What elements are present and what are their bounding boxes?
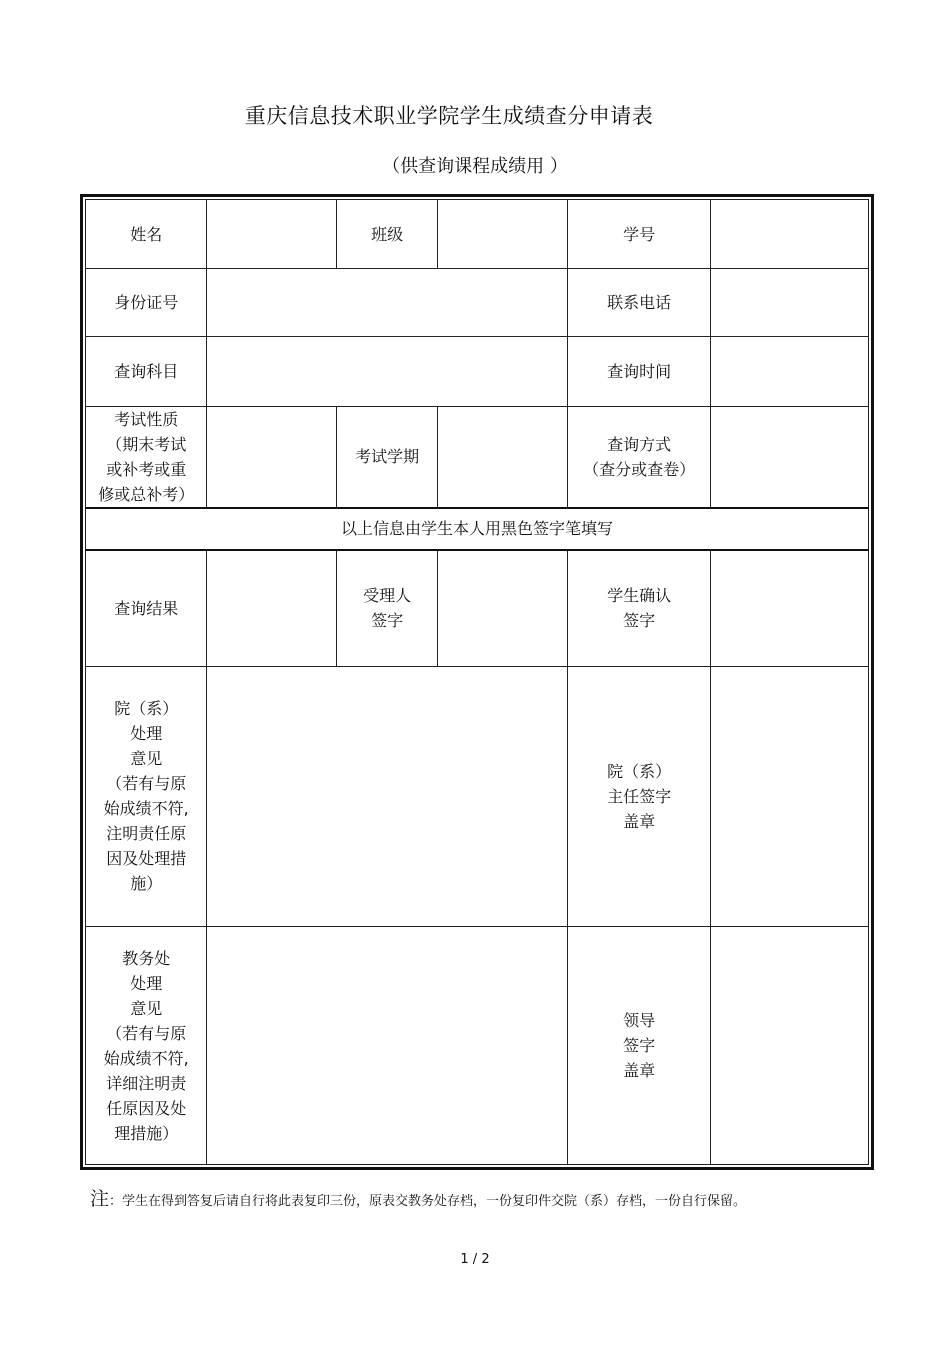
class-label: 班级 [336,200,437,269]
class-field[interactable] [438,200,567,269]
exam-type-label: 考试性质 （期末考试 或补考或重 修或总补考） [86,406,207,508]
leader-sign-field[interactable] [711,927,869,1165]
student-id-field[interactable] [711,200,869,269]
page-subtitle: （供查询课程成绩用 ） [382,156,568,177]
phone-field[interactable] [711,269,869,337]
dept-opinion-field[interactable] [207,666,567,927]
query-method-label: 查询方式 （查分或查卷） [567,406,711,508]
form-row-exam [86,406,869,508]
dept-opinion-label: 院（系） 处理 意见 （若有与原 始成绩不符, 注明责任原 因及处理措 施） [86,666,207,927]
dept-sign-label: 院（系） 主任签字 盖章 [567,666,711,927]
footnote-text: ：学生在得到答复后请自行将此表复印三份，原表交教务处存档，一份复印件交院（系）存档，一份自行保留。 [109,1194,747,1209]
office-opinion-field[interactable] [207,927,567,1165]
name-label: 姓名 [86,200,207,269]
student-confirm-label: 学生确认 签字 [567,550,711,666]
id-card-label: 身份证号 [86,269,207,337]
phone-label: 联系电话 [567,269,711,337]
subject-field[interactable] [207,337,567,406]
form-row-office [86,927,869,1165]
student-confirm-field[interactable] [711,550,869,666]
footnote [90,1182,800,1219]
form-row-identity [86,269,869,337]
page-title: 重庆信息技术职业学院学生成绩查分申请表 [244,104,654,128]
form-row-result [86,550,869,666]
fill-notice: 以上信息由学生本人用黑色签字笔填写 [86,508,869,550]
query-time-field[interactable] [711,337,869,406]
exam-term-field[interactable] [438,406,567,508]
result-field[interactable] [207,550,336,666]
footnote-mark: 注 [90,1188,110,1210]
handler-sign-field[interactable] [438,550,567,666]
handler-sign-label: 受理人 签字 [336,550,437,666]
exam-term-label: 考试学期 [336,406,437,508]
query-method-field[interactable] [711,406,869,508]
form-row-dept [86,666,869,927]
office-opinion-label: 教务处 处理 意见 （若有与原 始成绩不符, 详细注明责 任原因及处 理措施） [86,927,207,1165]
subject-label: 查询科目 [86,337,207,406]
student-id-label: 学号 [567,200,711,269]
form-row-basic [86,200,869,269]
leader-sign-label: 领导 签字 盖章 [567,927,711,1165]
id-card-field[interactable] [207,269,567,337]
name-field[interactable] [207,200,336,269]
form-row-notice [86,508,869,550]
page-number: 1 / 2 [460,1252,490,1267]
form-row-subject [86,337,869,406]
query-time-label: 查询时间 [567,337,711,406]
exam-type-field[interactable] [207,406,336,508]
form-table [85,199,869,1165]
application-form [80,194,874,1170]
dept-sign-field[interactable] [711,666,869,927]
result-label: 查询结果 [86,550,207,666]
